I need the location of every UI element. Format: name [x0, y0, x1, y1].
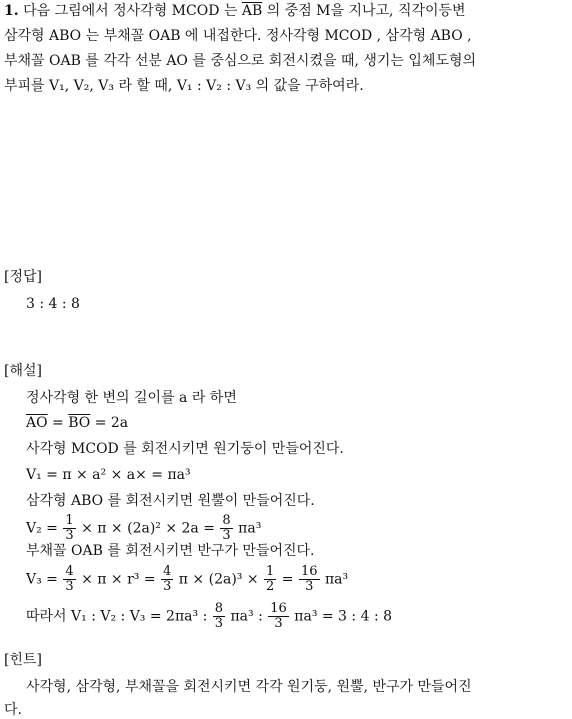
v3-label: V₃ =	[26, 571, 58, 588]
numerator: 4	[163, 564, 172, 579]
problem-line-1	[4, 2, 466, 20]
answer-value: 3 : 4 : 8	[26, 296, 80, 312]
denominator: 3	[214, 616, 224, 631]
solution-line-3: 사각형 MCOD 를 회전시키면 원기둥이 만들어진다.	[26, 441, 344, 457]
numerator: 16	[300, 564, 318, 579]
problem-text-1b: 의 중점 M을 지나고, 직각이등변	[262, 3, 466, 19]
numerator: 1	[266, 564, 275, 579]
segment-ab: $\overline{AB}$	[241, 3, 263, 19]
v2-expr: × π × (2a)² × 2a =	[81, 520, 215, 537]
solution-line-1: 정사각형 한 변의 길이를 a 라 하면	[26, 390, 237, 406]
ratio-expr-2: πa³ :	[230, 608, 263, 625]
v3-result: πa³	[324, 571, 349, 588]
problem-line-4: 부피를 V₁, V₂, V₃ 라 할 때, V₁ : V₂ : V₃ 의 값을 구하여라.	[4, 78, 364, 94]
denominator: 3	[65, 528, 74, 543]
problem-text-1a: 다음 그림에서 정사각형 MCOD 는	[23, 3, 242, 19]
equals-sign: =	[47, 415, 69, 431]
v3-expr-2: π × (2a)³ ×	[178, 571, 264, 588]
problem-line-3: 부채꼴 OAB 를 각각 선분 AO 를 중심으로 회전시켰을 때, 생기는 입체도형의	[4, 53, 477, 69]
fraction	[268, 602, 289, 631]
fraction	[220, 514, 232, 543]
denominator: 3	[222, 528, 231, 543]
fraction	[299, 565, 320, 594]
v2-result: πa³	[238, 520, 262, 537]
denominator: 3	[305, 579, 314, 594]
segment-ao: $\overline{AO}$	[26, 415, 48, 431]
segment-bo: $\overline{BO}$	[68, 415, 91, 431]
numerator: 8	[222, 513, 231, 528]
numerator: 16	[270, 601, 287, 616]
fraction	[63, 514, 75, 543]
hint-heading: [힌트]	[4, 652, 42, 668]
denominator: 3	[163, 579, 172, 594]
ratio-expr: 따라서 V₁ : V₂ : V₃ = 2πa³ :	[26, 608, 208, 625]
solution-line-2-rest: = 2a	[90, 415, 129, 431]
solution-line-8	[26, 565, 348, 594]
solution-line-6	[26, 514, 261, 543]
denominator: 3	[65, 579, 74, 594]
answer-heading: [정답]	[4, 269, 42, 285]
solution-line-9	[26, 602, 392, 631]
equals-sign: =	[281, 571, 294, 588]
numerator: 4	[65, 564, 74, 579]
hint-line-1: 사각형, 삼각형, 부채꼴을 회전시키면 각각 원기둥, 원뿔, 반구가 만들어진	[26, 679, 472, 695]
solution-line-5: 삼각형 ABO 를 회전시키면 원뿔이 만들어진다.	[26, 493, 315, 509]
hint-line-2: 다.	[4, 702, 22, 718]
v2-label: V₂ =	[26, 520, 58, 537]
fraction	[213, 602, 225, 631]
v3-expr: × π × r³ =	[81, 571, 156, 588]
solution-line-4: V₁ = π × a² × a× = πa³	[26, 467, 191, 483]
numerator: 8	[214, 601, 224, 616]
denominator: 2	[266, 579, 275, 594]
solution-heading: [해설]	[4, 363, 42, 379]
solution-line-7: 부채꼴 OAB 를 회전시키면 반구가 만들어진다.	[26, 543, 315, 559]
ratio-result: πa³ = 3 : 4 : 8	[294, 608, 393, 625]
numerator: 1	[65, 513, 74, 528]
problem-number: 1.	[4, 3, 19, 19]
problem-line-2: 삼각형 ABO 는 부채꼴 OAB 에 내접한다. 정사각형 MCOD , 삼각형 ABO ,	[4, 28, 472, 44]
fraction	[264, 565, 276, 594]
denominator: 3	[274, 616, 283, 631]
fraction	[63, 565, 75, 594]
solution-line-2	[26, 414, 128, 432]
fraction	[161, 565, 173, 594]
